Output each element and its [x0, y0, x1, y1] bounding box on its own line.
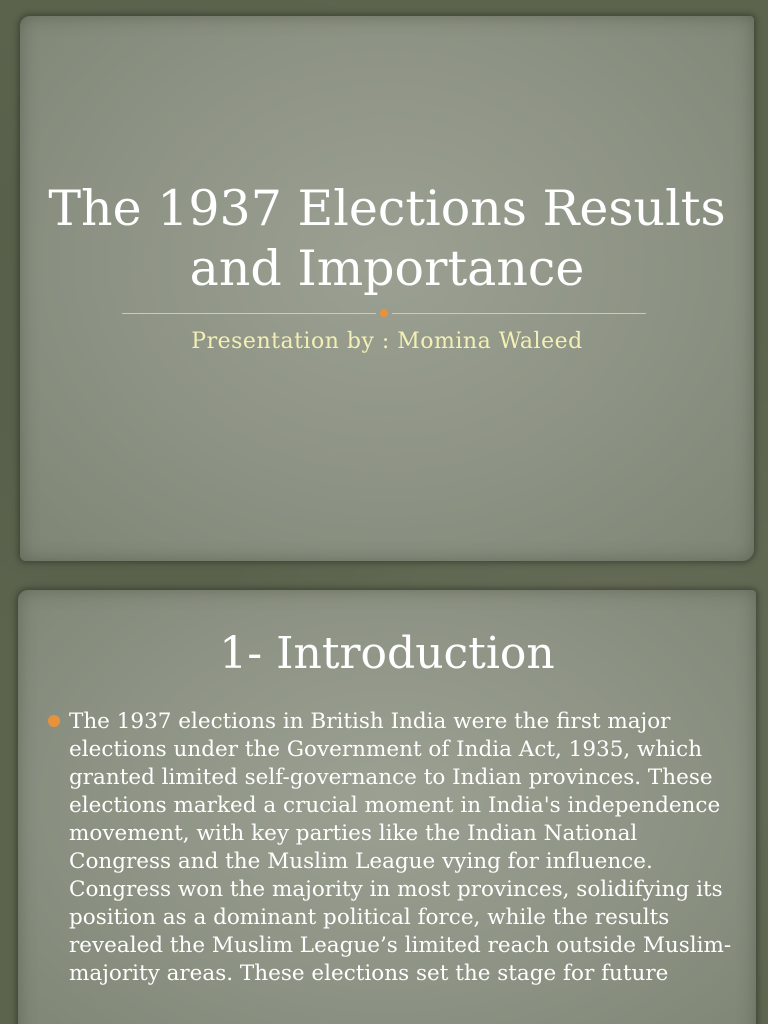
divider-line-right — [392, 313, 646, 314]
title-slide — [20, 16, 754, 561]
slide-title: The 1937 Elections Results and Importance — [48, 180, 726, 297]
slide-heading: 1- Introduction — [219, 628, 555, 679]
divider-line-left — [122, 313, 376, 314]
bullet-item — [48, 708, 738, 988]
title-divider — [122, 313, 646, 315]
divider-dot-icon — [380, 309, 388, 317]
bullet-dot-icon — [48, 715, 60, 727]
slide-subtitle: Presentation by : Momina Waleed — [191, 329, 583, 354]
introduction-slide — [18, 590, 756, 1024]
bullet-text: The 1937 elections in British India were the first major elections under the Government of India Act, 1935, which granted limited self-governance to Indian provinces. These elections marked a crucial moment in India's independence movement, with key parties like the Indian National Congress and the Muslim League vying for influence. Congress won the majority in most provinces, solidifying its position as a dominant political force, while the results revealed the Muslim League’s limited reach outside Muslim-majority areas. These elections set the stage for future — [69, 709, 732, 986]
